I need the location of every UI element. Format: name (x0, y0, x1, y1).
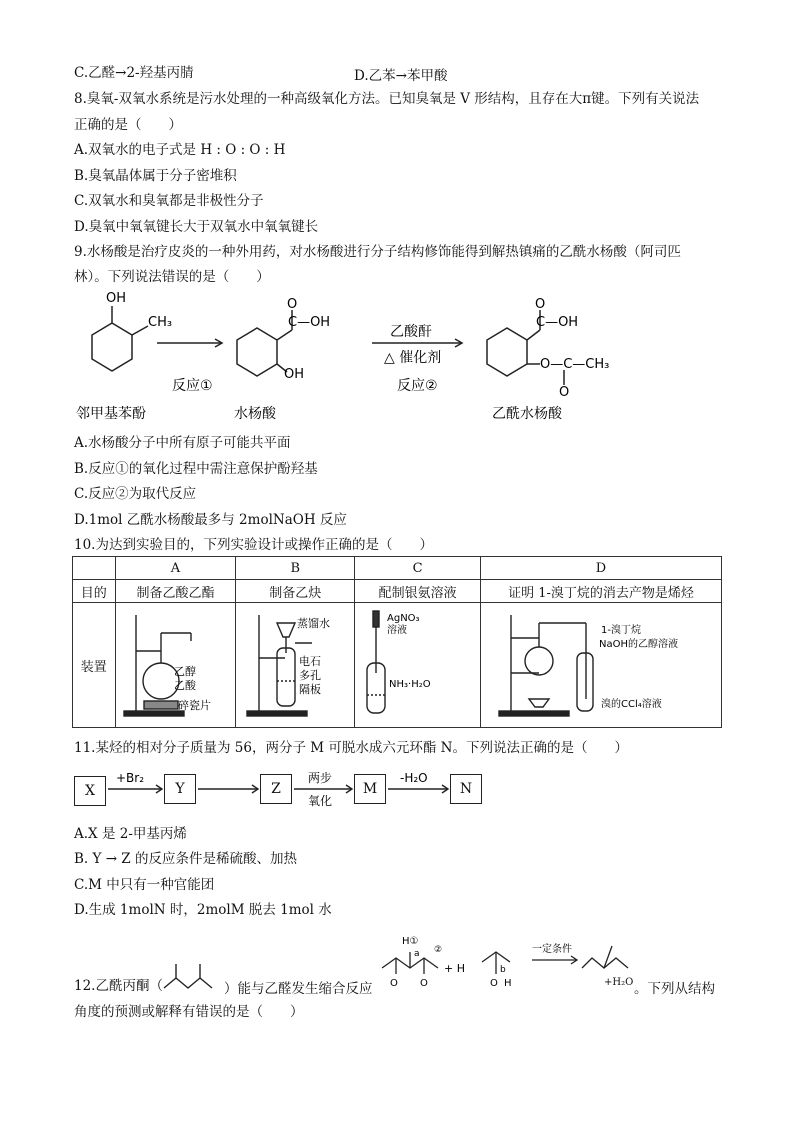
oh-label: OH (106, 291, 127, 306)
reagent-label: 乙酸酐 (390, 324, 432, 340)
q11-option-b: B. Y → Z 的反应条件是稀硫酸、加热 (74, 851, 297, 867)
q11-flow-diagram (72, 770, 492, 810)
label-plate: 隔板 (299, 683, 322, 696)
q12-stem-post: 。下列从结构 (634, 981, 715, 997)
device-row (73, 603, 722, 728)
purpose-a: 制备乙酸乙酯 (115, 580, 236, 603)
purpose-label: 目的 (73, 580, 116, 603)
label-agno3: AgNO₃ (386, 613, 420, 624)
q9-reaction-scheme (72, 288, 632, 428)
q11-option-a: A.X 是 2-甲基丙烯 (74, 826, 187, 842)
q12-stem-pre: 12.乙酰丙酮（ (74, 978, 163, 994)
h1-label: H① (402, 936, 419, 947)
apparatus-c-image (357, 603, 479, 723)
name-salicylic-acid: 水杨酸 (234, 406, 276, 422)
cooh-label: C—OH (288, 315, 331, 330)
purpose-b: 制备乙炔 (236, 580, 355, 603)
q12-stem-mid: ）能与乙醛发生缩合反应 (224, 981, 373, 997)
ch3-label: CH₃ (148, 315, 173, 330)
label-ethanol: 乙醇 (174, 665, 197, 678)
apparatus-b-image (237, 603, 353, 723)
name-o-cresol: 邻甲基苯酚 (76, 406, 146, 422)
o-label-3: O (490, 978, 498, 989)
product-cooh: C—OH (536, 315, 579, 330)
product-ester: O—C—CH₃ (540, 357, 610, 372)
q9-stem-1: 9.水杨酸是治疗皮炎的一种外用药，对水杨酸进行分子结构修饰能得到解热镇痛的乙酰水杨酸（阿司匹 (74, 244, 681, 260)
box-n: N (450, 774, 482, 804)
table-header-row (73, 557, 722, 580)
label-bromobutane: 1-溴丁烷 (601, 625, 641, 636)
apparatus-d-image (481, 603, 721, 723)
apparatus-a-image (116, 603, 234, 723)
arrow-3-label-b: 氧化 (308, 794, 333, 808)
benzene-ring-2 (237, 328, 277, 376)
purpose-c: 配制银氨溶液 (355, 580, 481, 603)
benzene-ring-3 (487, 328, 527, 376)
o-label-1: O (390, 978, 398, 989)
label-chips: 碎瓷片 (178, 699, 212, 712)
header-cell-c: C (355, 557, 481, 580)
ester-o: O (559, 385, 570, 400)
q12-condensation-scheme (372, 930, 632, 996)
q9-option-b: B.反应①的氧化过程中需注意保护酚羟基 (74, 461, 318, 477)
q8-option-a: A.双氧水的电子式是 H : O : O : H (74, 142, 286, 158)
q12-stem-line2: 角度的预测或解释有错误的是（ ） (74, 1004, 304, 1020)
q8-option-d: D.臭氧中氧氧键长大于双氧水中氧氧键长 (74, 219, 319, 235)
box-z: Z (260, 774, 292, 804)
q11-option-d: D.生成 1molN 时，2molM 脱去 1mol 水 (74, 902, 332, 918)
q7-option-c: C.乙醛→2-羟基丙腈 (74, 65, 194, 81)
product-carbonyl-o: O (535, 297, 546, 312)
box-m: M (354, 774, 386, 804)
q8-option-b: B.臭氧晶体属于分子密堆积 (74, 168, 237, 184)
h-label: H (504, 978, 512, 989)
label-ammonia: NH₃·H₂O (388, 679, 431, 690)
b-label: b (500, 965, 506, 975)
plus-h: + H (444, 962, 465, 975)
purpose-d: 证明 1-溴丁烷的消去产物是烯烃 (481, 580, 722, 603)
h2o-label: +H₂O (604, 977, 634, 988)
reaction-1-label: 反应① (172, 378, 213, 394)
flow-arrows (72, 770, 492, 810)
name-aspirin: 乙酰水杨酸 (492, 406, 562, 422)
label-br2-ccl4: 溴的CCl₄溶液 (601, 699, 662, 710)
phenol-oh-label: OH (284, 367, 305, 382)
label-porous: 多孔 (299, 669, 322, 682)
device-a (115, 603, 236, 728)
header-cell-0 (73, 557, 116, 580)
reaction-2-label: 反应② (397, 378, 438, 394)
label-water: 蒸馏水 (297, 617, 331, 630)
device-d (481, 603, 722, 728)
benzene-ring-1 (92, 323, 132, 371)
q8-option-c: C.双氧水和臭氧都是非极性分子 (74, 193, 264, 209)
purpose-row (73, 580, 722, 603)
q9-option-d: D.1mol 乙酰水杨酸最多与 2molNaOH 反应 (74, 512, 347, 528)
a-label: a (414, 949, 420, 959)
arrow-4-label: -H₂O (400, 771, 428, 785)
label-acetic-acid: 乙酸 (174, 679, 197, 692)
box-y: Y (164, 774, 196, 804)
condition-label: 一定条件 (532, 944, 572, 955)
label-carbide: 电石 (299, 655, 322, 668)
q8-stem-2: 正确的是（ ） (74, 117, 182, 133)
carbonyl-o-label: O (287, 297, 298, 312)
arrow-1-label: +Br₂ (116, 771, 145, 785)
q10-stem: 10.为达到实验目的，下列实验设计或操作正确的是（ ） (74, 537, 433, 553)
label-naoh: NaOH的乙醇溶液 (599, 639, 678, 650)
device-c (355, 603, 481, 728)
device-label: 装置 (73, 603, 116, 728)
arrow-3-label: 两步 (308, 771, 333, 785)
two-label: ② (434, 945, 443, 955)
q10-experiment-table (72, 556, 722, 728)
q8-stem-1: 8.臭氧-双氧水系统是污水处理的一种高级氧化方法。已知臭氧是 V 形结构，且存在大π键。下列有关说法 (74, 91, 700, 107)
q11-stem: 11.某烃的相对分子质量为 56，两分子 M 可脱水成六元环酯 N。下列说法正确的是（ ） (74, 740, 628, 756)
header-cell-a: A (115, 557, 236, 580)
q9-stem-2: 林）。下列说法错误的是（ ） (74, 269, 270, 285)
condition-label: △ 催化剂 (384, 350, 442, 366)
q11-option-c: C.M 中只有一种官能团 (74, 877, 215, 893)
q7-option-d: D.乙苯→苯甲酸 (354, 68, 448, 84)
header-cell-b: B (236, 557, 355, 580)
o-label-2: O (420, 978, 428, 989)
label-solution: 溶液 (386, 625, 407, 636)
q9-option-c: C.反应②为取代反应 (74, 486, 197, 502)
device-b (236, 603, 355, 728)
header-cell-d: D (481, 557, 722, 580)
q9-option-a: A.水杨酸分子中所有原子可能共平面 (74, 435, 291, 451)
box-x: X (74, 776, 106, 806)
acetylacetone-structure (160, 958, 230, 998)
